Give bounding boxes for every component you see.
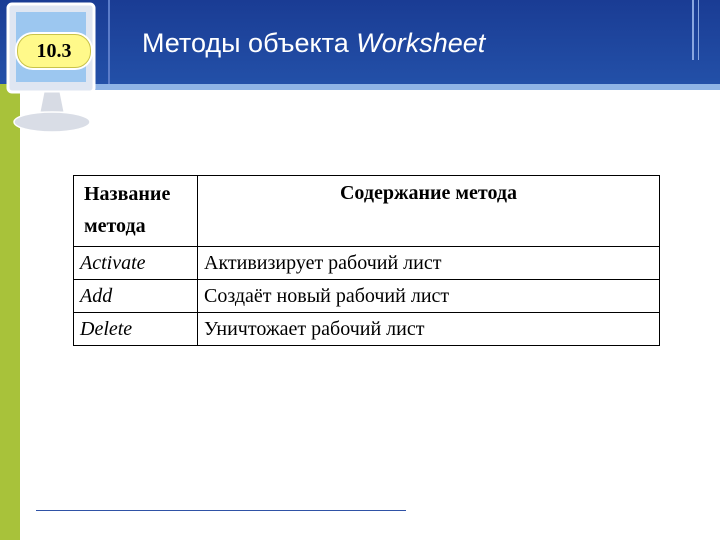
- table-row: [74, 313, 660, 346]
- title-prefix: Методы объекта: [142, 28, 349, 58]
- left-accent-bar: [0, 84, 20, 540]
- monitor-icon: [4, 0, 104, 140]
- title-object: Worksheet: [356, 28, 486, 58]
- header-method-description: Содержание метода: [198, 176, 660, 247]
- table-row: [74, 247, 660, 280]
- slide-title: [142, 28, 485, 59]
- method-description: Активизирует рабочий лист: [198, 247, 660, 280]
- table-header-row: [74, 176, 660, 247]
- footer-divider: [36, 510, 406, 511]
- method-description: Создаёт новый рабочий лист: [198, 280, 660, 313]
- slide-number-badge: 10.3: [17, 34, 91, 68]
- method-name: Delete: [74, 313, 198, 346]
- table-row: [74, 280, 660, 313]
- method-description: Уничтожает рабочий лист: [198, 313, 660, 346]
- method-name: Activate: [74, 247, 198, 280]
- method-name: Add: [74, 280, 198, 313]
- methods-table: [73, 175, 660, 346]
- header-method-name: Название метода: [74, 176, 198, 247]
- header-strip: [0, 84, 720, 90]
